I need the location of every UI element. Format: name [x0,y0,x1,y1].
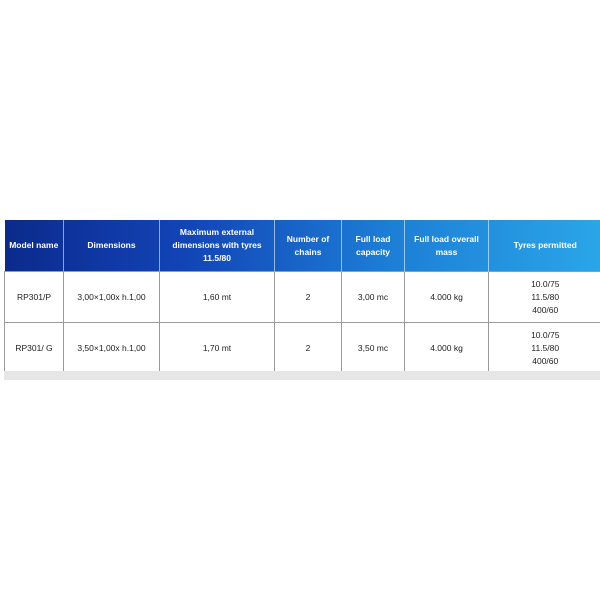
header-dimensions: Dimensions [64,220,160,272]
table-row [5,323,600,374]
header-tyres-permitted: Tyres permitted [513,240,577,250]
header-full-load-overall-mass: Full load overall mass [405,220,489,272]
header-max-external-dimensions: Maximum external dimensions with tyres 11.5/80 [160,220,275,272]
table-row [5,272,600,323]
tyre-size: 11.5/80 [531,342,560,353]
cell-chains: 2 [275,272,342,323]
cell-max-external: 1,70 mt [160,323,275,374]
header-model-name: Model name [5,220,64,272]
cell-tyres [489,272,600,323]
table-header-row [5,220,600,272]
header-number-of-chains: Number of chains [275,220,342,272]
header-full-load-capacity: Full load capacity [342,220,405,272]
tyre-size: 400/60 [532,304,559,315]
cell-mass: 4.000 kg [405,272,489,323]
cell-capacity: 3,00 mc [342,272,405,323]
cell-max-external: 1,60 mt [160,272,275,323]
cell-dimensions: 3,00×1,00x h.1,00 [64,272,160,323]
cell-tyres [489,323,600,374]
cell-capacity: 3,50 mc [342,323,405,374]
cell-dimensions: 3,50×1,00x h.1,00 [64,323,160,374]
cell-mass: 4.000 kg [405,323,489,374]
cell-chains: 2 [275,323,342,374]
cell-model: RP301/ G [5,323,64,374]
tyre-size: 10.0/75 [531,329,560,340]
specifications-table [4,220,600,374]
tyre-size: 10.0/75 [531,278,560,289]
tyre-size: 11.5/80 [531,291,560,302]
cell-model: RP301/P [5,272,64,323]
table-bottom-bar [4,371,600,380]
tyre-size: 400/60 [532,355,559,366]
